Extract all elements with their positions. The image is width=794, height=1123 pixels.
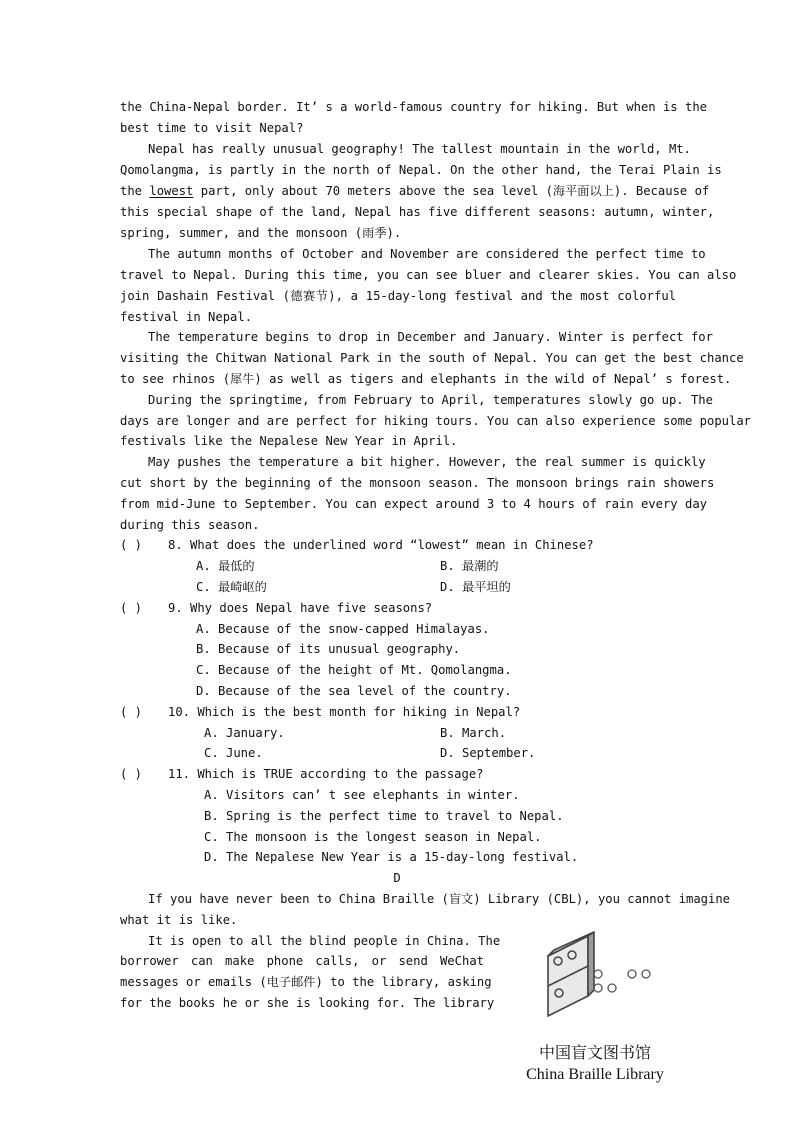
option-c: C. 最崎岖的 <box>196 580 267 594</box>
option-b: B. March. <box>440 726 507 740</box>
logo-caption-english: China Braille Library <box>526 1066 664 1083</box>
passage-line: during this season. <box>120 518 260 532</box>
underlined-word-lowest: lowest <box>149 184 194 198</box>
braille-library-logo <box>540 928 670 1028</box>
passage-line: The temperature begins to drop in December and January. Winter is perfect for <box>148 330 713 344</box>
option-d: D. Because of the sea level of the country. <box>196 684 512 698</box>
option-a: A. Visitors can’ t see elephants in winter. <box>204 788 520 802</box>
answer-blank[interactable]: ( ) <box>120 705 143 719</box>
passage-line: messages or emails (电子邮件) to the library, asking <box>120 975 492 989</box>
passage-line: travel to Nepal. During this time, you can see bluer and clearer skies. You can also <box>120 268 737 282</box>
passage-line: for the books he or she is looking for. The library <box>120 996 495 1010</box>
option-b: B. Spring is the perfect time to travel to Nepal. <box>204 809 564 823</box>
passage-line: what it is like. <box>120 913 238 927</box>
option-a: A. 最低的 <box>196 559 255 573</box>
passage-line: to see rhinos (犀牛) as well as tigers and elephants in the wild of Nepal’ s forest. <box>120 372 732 386</box>
passage-line: days are longer and are perfect for hiking tours. You can also experience some popular <box>120 414 752 428</box>
passage-line: If you have never been to China Braille (盲文) Library (CBL), you cannot imagine <box>148 892 731 906</box>
passage-line: cut short by the beginning of the monsoon season. The monsoon brings rain showers <box>120 476 715 490</box>
question-stem: 11. Which is TRUE according to the passage? <box>168 767 484 781</box>
question-stem: 9. Why does Nepal have five seasons? <box>168 601 433 615</box>
passage-line: It is open to all the blind people in China. The <box>148 934 501 948</box>
option-d: D. 最平坦的 <box>440 580 511 594</box>
logo-caption-chinese: 中国盲文图书馆 <box>538 1043 651 1062</box>
option-a: A. Because of the snow-capped Himalayas. <box>196 622 490 636</box>
passage-text: the <box>120 184 150 198</box>
passage-line: the China-Nepal border. It’ s a world-famous country for hiking. But when is the <box>120 100 707 114</box>
option-c: C. Because of the height of Mt. Qomolangma. <box>196 663 512 677</box>
question-stem: 8. What does the underlined word “lowest” mean in Chinese? <box>168 538 594 552</box>
passage-line: spring, summer, and the monsoon (雨季). <box>120 226 402 240</box>
passage-line: During the springtime, from February to April, temperatures slowly go up. The <box>148 393 713 407</box>
answer-blank[interactable]: ( ) <box>120 601 143 615</box>
option-d: D. September. <box>440 746 536 760</box>
passage-line: join Dashain Festival (德赛节), a 15-day-long festival and the most colorful <box>120 289 676 303</box>
passage-line: May pushes the temperature a bit higher. However, the real summer is quickly <box>148 455 706 469</box>
option-b: B. 最潮的 <box>440 559 499 573</box>
passage-line: best time to visit Nepal? <box>120 121 304 135</box>
passage-line: festivals like the Nepalese New Year in April. <box>120 434 458 448</box>
answer-blank[interactable]: ( ) <box>120 767 143 781</box>
passage-line: The autumn months of October and November are considered the perfect time to <box>148 247 706 261</box>
option-c: C. The monsoon is the longest season in Nepal. <box>204 830 542 844</box>
passage-line: this special shape of the land, Nepal has five different seasons: autumn, winter, <box>120 205 715 219</box>
passage-line <box>120 181 710 202</box>
option-c: C. June. <box>204 746 263 760</box>
answer-blank[interactable]: ( ) <box>120 538 143 552</box>
passage-text: part, only about 70 meters above the sea level (海平面以上). Because of <box>193 184 710 198</box>
option-b: B. Because of its unusual geography. <box>196 642 461 656</box>
section-heading: D <box>393 871 401 885</box>
option-a: A. January. <box>204 726 285 740</box>
passage-line: Qomolangma, is partly in the north of Nepal. On the other hand, the Terai Plain is <box>120 163 722 177</box>
passage-line: festival in Nepal. <box>120 310 253 324</box>
passage-line: Nepal has really unusual geography! The tallest mountain in the world, Mt. <box>148 142 691 156</box>
option-d: D. The Nepalese New Year is a 15-day-long festival. <box>204 850 579 864</box>
passage-line: from mid-June to September. You can expect around 3 to 4 hours of rain every day <box>120 497 707 511</box>
passage-line: borrower can make phone calls, or send WeChat <box>120 954 484 968</box>
question-stem: 10. Which is the best month for hiking in Nepal? <box>168 705 521 719</box>
passage-line: visiting the Chitwan National Park in the south of Nepal. You can get the best chance <box>120 351 744 365</box>
